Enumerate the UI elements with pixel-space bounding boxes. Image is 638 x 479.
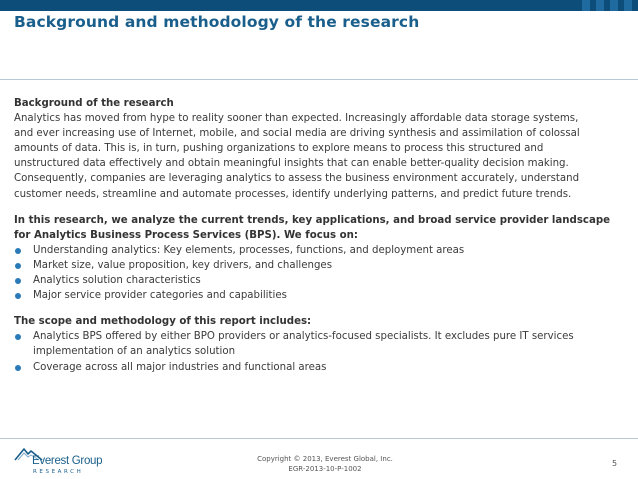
- bullet-icon: [15, 365, 21, 371]
- bullet-icon: [15, 334, 21, 340]
- list-item: [14, 243, 626, 258]
- bullet-icon: [15, 293, 21, 299]
- top-bar: [0, 0, 638, 11]
- slide-body: [14, 96, 626, 375]
- everest-group-logo: [14, 444, 114, 476]
- background-line: and ever increasing use of Internet, mobile, and social media are driving synthesis and assimilation of colossal: [14, 128, 580, 140]
- title-divider: [0, 79, 638, 80]
- background-heading: Background of the research: [14, 98, 174, 109]
- top-bar-segment: [624, 0, 632, 11]
- background-line: amounts of data. This is, in turn, pushing organizations to explore means to process this structured and: [14, 143, 544, 155]
- list-item-text: implementation of an analytics solution: [33, 346, 236, 358]
- list-item-text: Analytics BPS offered by either BPO providers or analytics-focused specialists. It excludes pure IT services: [33, 331, 574, 343]
- list-item-text: Coverage across all major industries and functional areas: [33, 361, 327, 373]
- footer-copyright: [230, 455, 420, 474]
- background-line: unstructured data effectively and obtain meaningful insights that can enable better-quality decision making.: [14, 158, 569, 170]
- focus-intro-line: for Analytics Business Process Services (BPS). We focus on:: [14, 229, 358, 241]
- top-bar-segment: [596, 0, 604, 11]
- footer-divider: [0, 438, 638, 439]
- background-line: Consequently, companies are leveraging analytics to assess the business environment accurately, understand: [14, 173, 580, 185]
- bullet-icon: [15, 248, 21, 254]
- list-item: [14, 329, 626, 359]
- focus-list: [14, 243, 626, 303]
- bullet-icon: [15, 278, 21, 284]
- document-id: EGR-2013-10-P-1002: [288, 464, 362, 473]
- list-item-text: Market size, value proposition, key drivers, and challenges: [33, 259, 333, 271]
- scope-list: [14, 329, 626, 374]
- list-item: [14, 288, 626, 303]
- list-item: [14, 360, 626, 375]
- background-line: customer needs, streamline and automate processes, identify underlying patterns, and predict future trends.: [14, 188, 572, 200]
- logo-name: Everest Group: [32, 455, 103, 467]
- list-item-text: Major service provider categories and capabilities: [33, 290, 287, 302]
- list-item: [14, 273, 626, 288]
- page-number: 5: [612, 459, 618, 468]
- background-line: Analytics has moved from hype to reality sooner than expected. Increasingly affordable data storage systems,: [14, 113, 579, 125]
- bullet-icon: [15, 263, 21, 269]
- top-bar-segment: [582, 0, 590, 11]
- top-bar-segment: [610, 0, 618, 11]
- list-item-text: Understanding analytics: Key elements, processes, functions, and deployment areas: [33, 244, 465, 256]
- slide-title: Background and methodology of the research: [14, 13, 420, 31]
- scope-heading: The scope and methodology of this report includes:: [14, 316, 312, 328]
- copyright-text: Copyright © 2013, Everest Global, Inc.: [257, 455, 393, 463]
- logo-subtitle: RESEARCH: [33, 469, 84, 475]
- list-item: [14, 258, 626, 273]
- list-item-text: Analytics solution characteristics: [33, 275, 201, 287]
- focus-intro-line: In this research, we analyze the current trends, key applications, and broad service provider landscape: [14, 214, 611, 226]
